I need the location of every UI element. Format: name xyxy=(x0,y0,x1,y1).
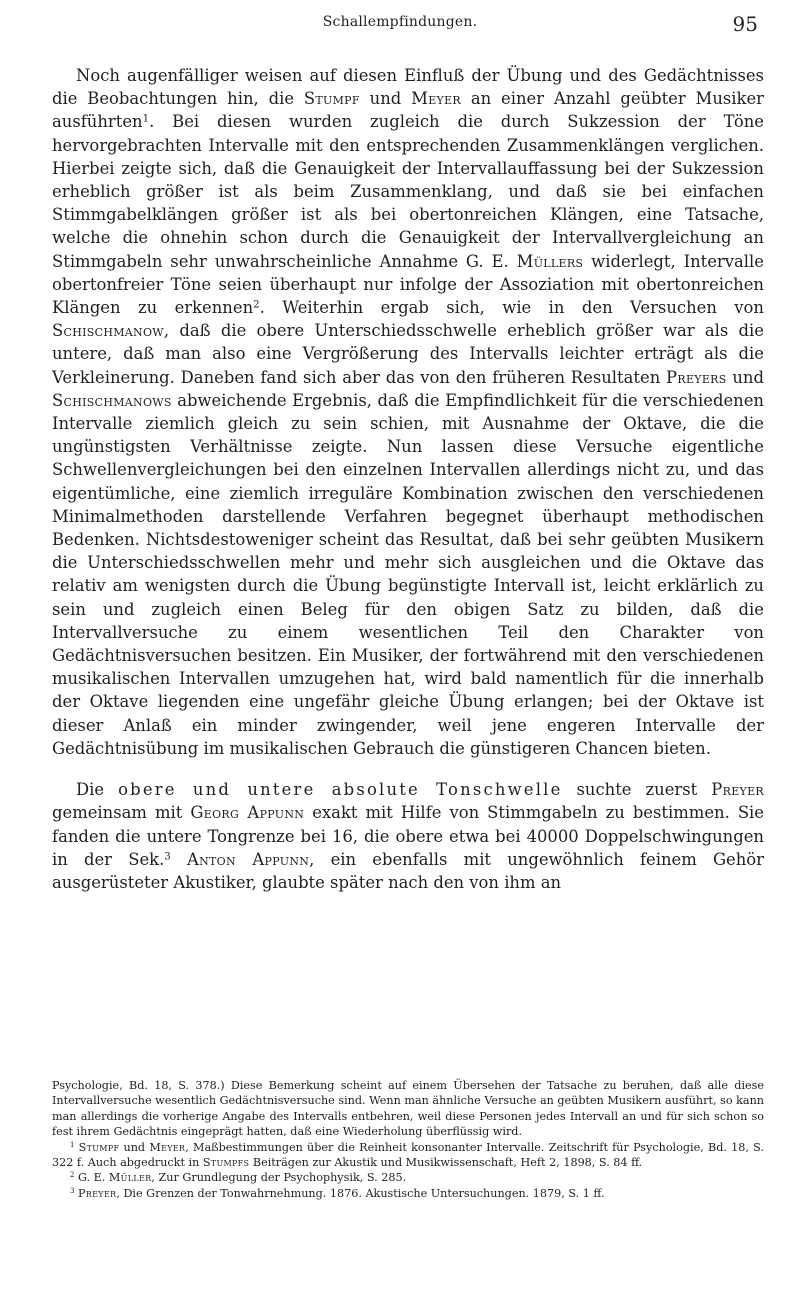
running-title: Schallempfindungen. xyxy=(322,14,478,30)
paragraph-tone-threshold: Die obere und untere absolute Tonschwelle suchte zuerst Preyer gemeinsam mit Georg Appunn exakt mit Hilfe von Stimmgabeln zu bestimmen. Sie fanden die untere Tongrenze bei 16, die obere etwa bei 40000 Doppelschwingungen in der Sek.$^3$ Anton Appunn, ein ebenfalls mit ungewöhnlich feinem Gehör ausgerüsteter Akustiker, glaubte später nach den von ihm an xyxy=(52,780,764,892)
footnote-continuation: Psychologie, Bd. 18, S. 378.) Diese Bemerkung scheint auf einem Übersehen der Tatsache zu beruhen, daß alle diese Intervallversuche wesentlich Gedächtnisversuche sind. Wenn man ähnliche Versuche an geübten Musikern ausführt, so kann man allerdings die vorherige Angabe des Intervalls entbehren, weil diese Personen jedes Intervall an und für sich schon so fest ihrem Gedächtnis eingeprägt hatten, daß eine Wiederholung überflüssig wird. xyxy=(52,1079,764,1139)
main-text xyxy=(52,64,764,894)
footnote-2: $^2$ G. E. Müller, Zur Grundlegung der Psychophysik, S. 285. xyxy=(70,1171,407,1185)
footnote-1: $^1$ Stumpf und Meyer, Maßbestimmungen über die Reinheit konsonanter Intervalle. Zeitschrift für Psychologie, Bd. 18, S. 322 f. Auch abgedruckt in Stumpfs Beiträgen zur Akustik und Musikwissenschaft, Heft 2, 1898, S. 84 ff. xyxy=(52,1140,764,1170)
footnotes xyxy=(52,1078,764,1201)
footnote-3: $^3$ Preyer, Die Grenzen der Tonwahrnehmung. 1876. Akustische Untersuchungen. 1879, S. 1 ff. xyxy=(70,1186,605,1200)
paragraph-intervals: Noch augenfälliger weisen auf diesen Einfluß der Übung und des Gedächtnisses die Beobachtungen hin, die Stumpf und Meyer an einer Anzahl geübter Musiker ausführten$^1$. Bei diesen wurden zugleich die durch Sukzession der Töne hervorgebrachten Intervalle mit den entsprechenden Zusammenklängen verglichen. Hierbei zeigte sich, daß die Genauigkeit der Intervallauffassung bei der Sukzession erheblich größer ist als beim Zusammenklang, und daß sie bei einfachen Stimmgabelklängen größer ist als bei obertonreichen Klängen, eine Tatsache, welche die ohnehin schon durch die Genauigkeit der Intervallvergleichung an Stimmgabeln sehr unwahrscheinliche Annahme G. E. Müllers widerlegt, Intervalle obertonfreier Töne seien überhaupt nur infolge der Assoziation mit obertonreichen Klängen zu erkennen$^2$. Weiterhin ergab sich, wie in den Versuchen von Schischmanow, daß die obere Unterschiedsschwelle erheblich größer war als die untere, daß man also eine Vergrößerung des Intervalls leichter erträgt als die Verkleinerung. Daneben fand sich aber das von den früheren Resultaten Preyers und Schischmanows abweichende Ergebnis, daß die Empfindlichkeit für die verschiedenen Intervalle ziemlich gleich zu sein schien, mit Ausnahme der Oktave, die die ungünstigsten Verhältnisse zeigte. Nun lassen diese Versuche eigentliche Schwellenvergleichungen bei den einzelnen Intervallen allerdings nicht zu, und das eigentümliche, eine ziemlich irreguläre Kombination zwischen den verschiedenen Minimalmethoden darstellende Verfahren begegnet überhaupt methodischen Bedenken. Nichtsdestoweniger scheint das Resultat, daß bei sehr geübten Musikern die Unterschiedsschwellen mehr und mehr sich ausgleichen und die Oktave das relativ am wenigsten durch die Übung begünstigte Intervall ist, leicht erklärlich zu sein und zugleich einen Beleg für den obigen Satz zu bilden, daß die Intervallversuche zu einem wesentlichen Teil den Charakter von Gedächtnisversuchen besitzen. Ein Musiker, der fortwährend mit den verschiedenen musikalischen Intervallen umzugehen hat, wird bald namentlich für die innerhalb der Oktave liegenden eine ungefähr gleiche Übung erlangen; bei der Oktave ist dieser Anlaß ein minder zwingender, weil jene engeren Intervalle der Gedächtnisübung im musikalischen Gebrauch die günstigeren Chancen bieten. xyxy=(52,66,764,758)
page-number: 95 xyxy=(732,12,758,36)
running-head xyxy=(0,14,800,36)
